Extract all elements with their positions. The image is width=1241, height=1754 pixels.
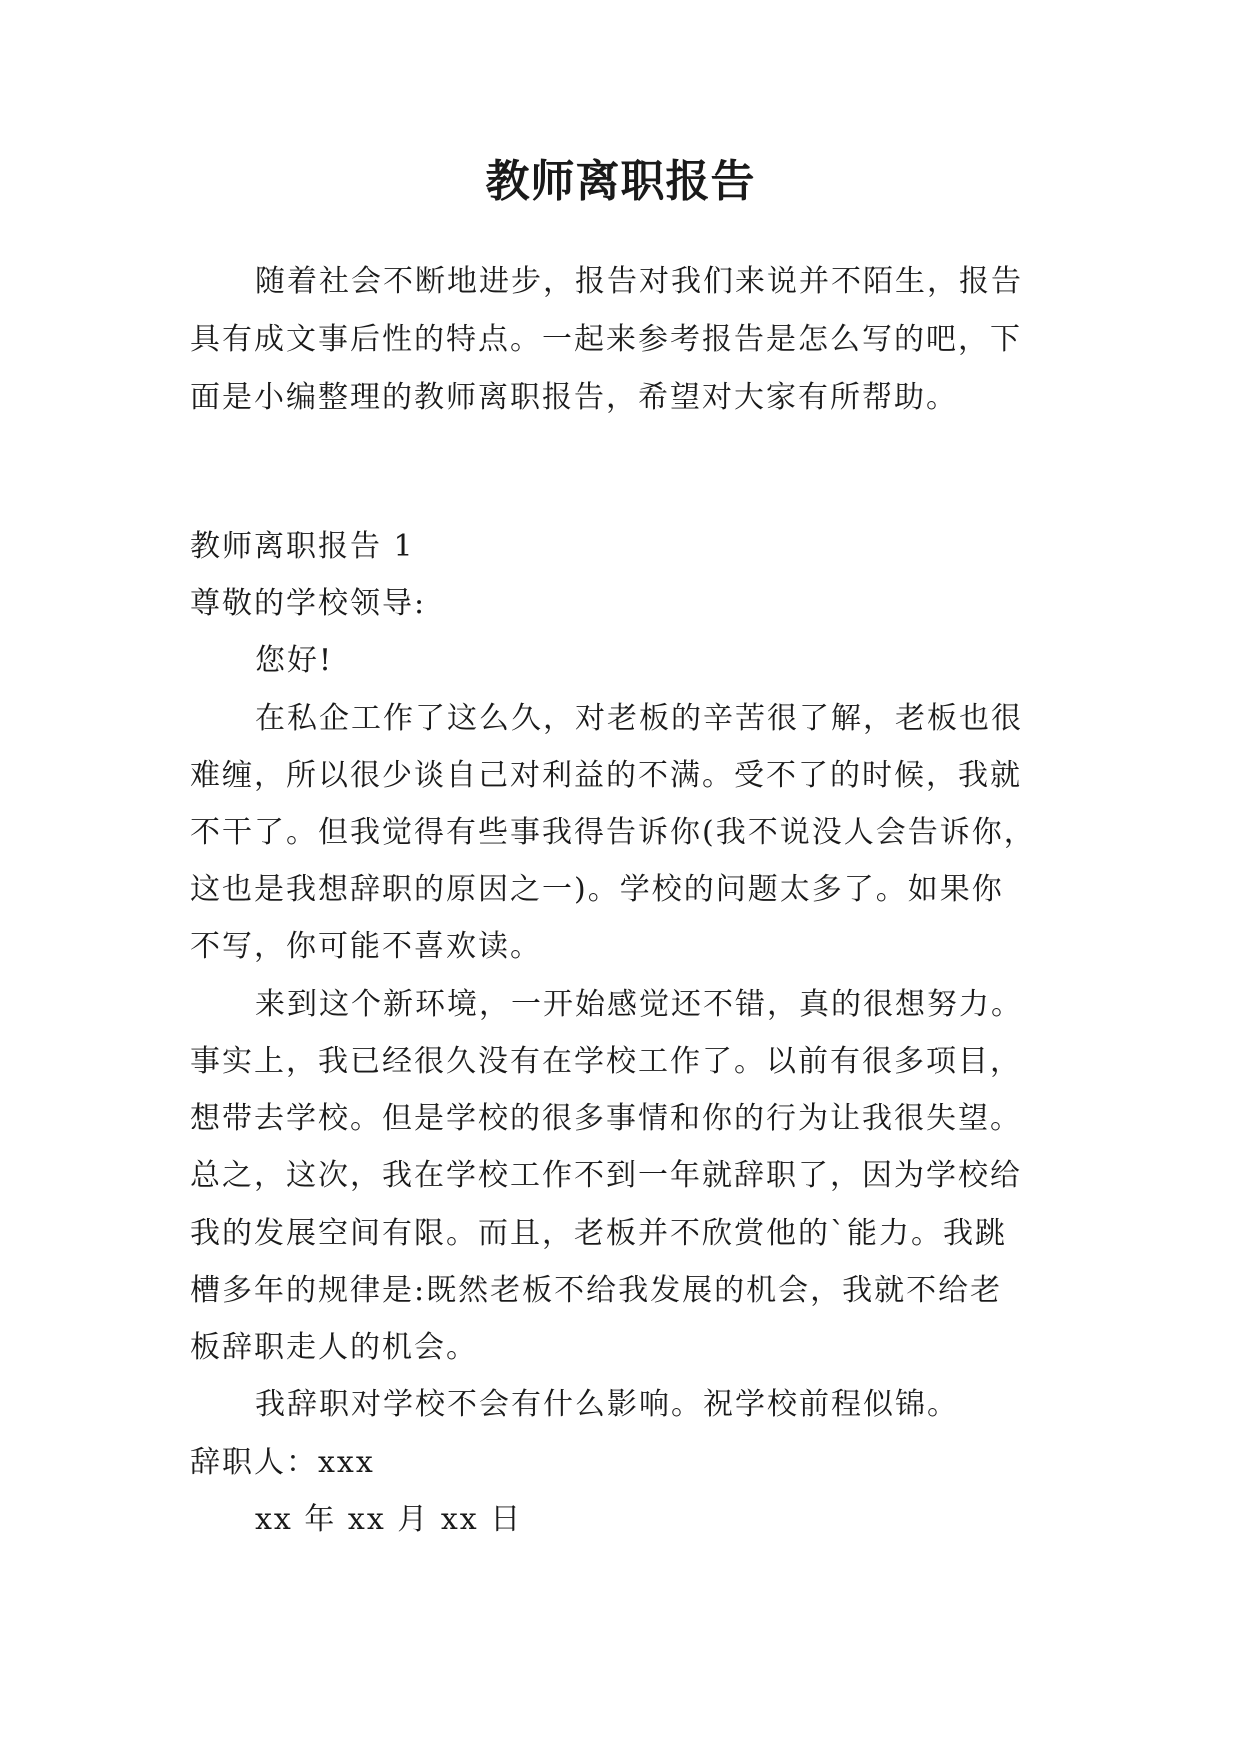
- section-heading: 教师离职报告 1: [190, 529, 415, 564]
- paragraph-line: 来到这个新环境，一开始感觉还不错，真的很想努力。: [255, 987, 1023, 1022]
- paragraph-line: 这也是我想辞职的原因之一)。学校的问题太多了。如果你: [190, 872, 1004, 907]
- paragraph-line: 我的发展空间有限。而且，老板并不欣赏他的`能力。我跳: [190, 1216, 1007, 1251]
- intro-line: 具有成文事后性的特点。一起来参考报告是怎么写的吧，下: [190, 322, 1022, 357]
- paragraph-line: 在私企工作了这么久，对老板的辛苦很了解，老板也很: [255, 701, 1023, 736]
- paragraph-line: 不干了。但我觉得有些事我得告诉你(我不说没人会告诉你，: [190, 815, 1036, 850]
- closing-line: 我辞职对学校不会有什么影响。祝学校前程似锦。: [255, 1387, 959, 1422]
- intro-line: 随着社会不断地进步，报告对我们来说并不陌生，报告: [255, 264, 1023, 299]
- paragraph-line: 不写，你可能不喜欢读。: [190, 929, 542, 964]
- paragraph-line: 想带去学校。但是学校的很多事情和你的行为让我很失望。: [190, 1101, 1022, 1136]
- intro-line: 面是小编整理的教师离职报告，希望对大家有所帮助。: [190, 380, 958, 415]
- signature: 辞职人：xxx: [190, 1445, 375, 1480]
- paragraph-line: 板辞职走人的机会。: [190, 1330, 478, 1365]
- paragraph-line: 难缠，所以很少谈自己对利益的不满。受不了的时候，我就: [190, 758, 1022, 793]
- greeting: 您好!: [255, 643, 334, 678]
- paragraph-line: 事实上，我已经很久没有在学校工作了。以前有很多项目，: [190, 1044, 1022, 1079]
- date: xx 年 xx 月 xx 日: [255, 1502, 523, 1537]
- paragraph-line: 总之，这次，我在学校工作不到一年就辞职了，因为学校给: [190, 1158, 1022, 1193]
- paragraph-line: 槽多年的规律是:既然老板不给我发展的机会，我就不给老: [190, 1273, 1003, 1308]
- document-title: 教师离职报告: [485, 156, 756, 207]
- salutation: 尊敬的学校领导:: [190, 586, 427, 621]
